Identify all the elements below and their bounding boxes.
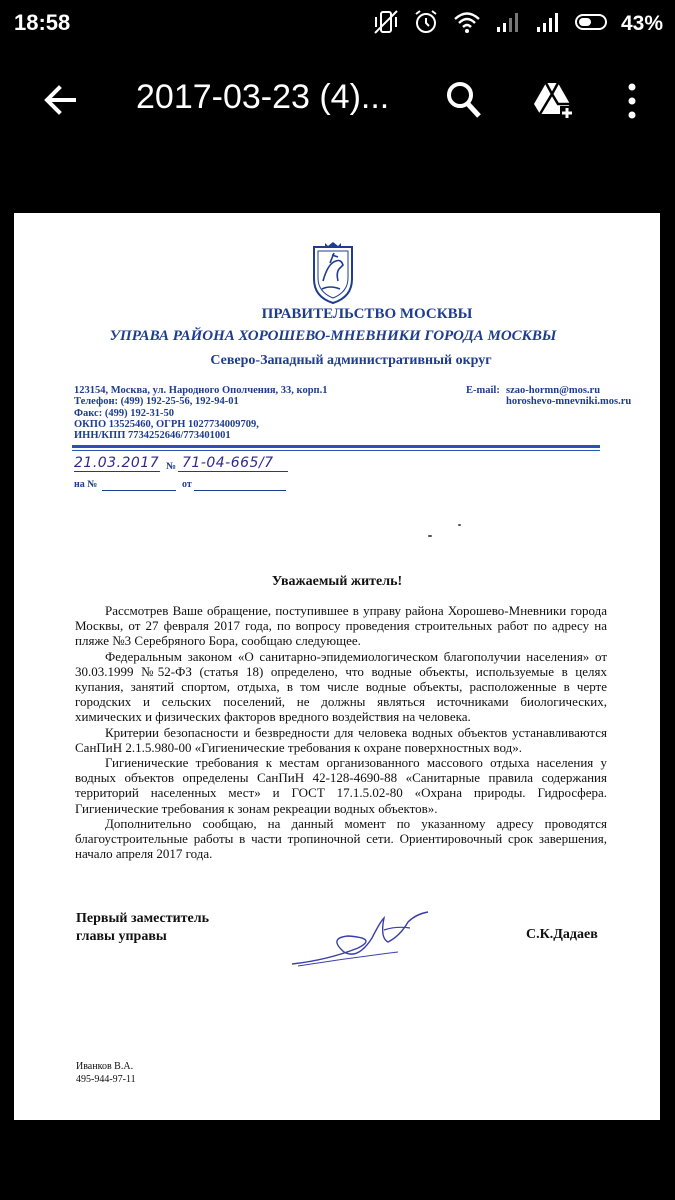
document-page [14,213,660,1120]
scan-speck [458,524,461,526]
letterhead-rule [72,445,600,448]
executor-name: Иванков В.А. [76,1061,134,1072]
battery-icon [575,13,607,36]
signatory-title [76,910,209,946]
reference-ot-label: от [182,479,192,490]
add-to-drive-icon[interactable] [532,80,574,120]
paragraph: Гигиенические требования к местам организованного массового отдыха населения у водных объектов определены СанПиН 42-128-4690-88 «Санитарные правила содержания территорий населенных мест» и ГОСТ 17.1.5.02-80 «Охрана природы. Гидросфера. Гигиенические требования к зонам рекреации водных объектов». [75,755,607,816]
paragraph: Критерии безопасности и безвредности для человека водных объектов устанавливаются СанПиН 2.1.5.980-00 «Гигиенические требования к охране поверхностных вод». [75,724,607,755]
registration-number: 71-04-665/7 [182,455,274,471]
handwritten-signature [288,908,438,972]
status-icons [373,8,663,40]
signatory-name: С.К.Дадаев [526,927,598,942]
moscow-coat-of-arms-icon [310,241,356,307]
signatory-title-line: главы управы [76,929,167,944]
app-toolbar [0,48,675,152]
more-vert-icon[interactable] [624,82,640,120]
org-government: ПРАВИТЕЛЬСТВО МОСКВЫ [261,306,473,322]
org-okrug: Северо-Западный административный округ [210,353,492,368]
scan-speck [428,535,432,537]
org-contacts [466,385,631,408]
registration-date: 21.03.2017 [74,455,160,471]
back-arrow-icon[interactable] [42,82,78,118]
status-bar [0,0,675,48]
salutation: Уважаемый житель! [271,574,403,589]
mute-vibrate-icon [373,9,399,40]
paragraph: Рассмотрев Ваше обращение, поступившее в управу района Хорошево-Мневники города Москвы, от 27 февраля 2017 года, по вопросу проведения строительных работ по адресу на пляже №3 Серебряного Бора, сообщаю следующее. [75,603,607,649]
phone-line: Телефон: (499) 192-25-56, 192-94-01 [74,396,239,408]
search-icon[interactable] [446,80,482,120]
registration-line [74,455,304,475]
org-address [74,385,328,441]
org-uprava: УПРАВА РАЙОНА ХОРОШЕВО-МНЕВНИКИ ГОРОДА МОСКВЫ [109,328,557,344]
fax-line: Факс: (499) 192-31-50 [74,407,174,419]
executor-info [76,1060,136,1086]
paragraph: Дополнительно сообщаю, на данный момент по указанному адресу проводятся благоустроительные работы в части тропиночной сети. Ориентировочный срок завершения, начало апреля 2017 года. [75,815,607,862]
letterhead-rule-thin [72,450,600,451]
status-time: 18:58 [14,10,71,35]
battery-percent: 43% [620,12,663,35]
reference-na-label: на № [74,479,98,490]
okpo-line: ОКПО 13525460, ОГРН 1027734009709, [74,418,259,430]
document-title: 2017-03-23 (4)... [136,78,390,116]
email-label: E-mail: [466,385,500,396]
wifi-icon [453,10,481,39]
signal-icon-2 [535,10,561,39]
letter-body [75,603,607,861]
signatory-title-line: Первый заместитель [76,911,209,926]
address-line: 123154, Москва, ул. Народного Ополчения, 33, корп.1 [74,385,328,396]
inn-line: ИНН/КПП 7734252646/773401001 [74,430,231,442]
alarm-icon [413,9,439,40]
executor-phone: 495-944-97-11 [76,1074,136,1085]
website-value: horoshevo-mnevniki.mos.ru [506,396,632,408]
email-value: szao-hormn@mos.ru [506,385,601,396]
reference-line [74,479,314,493]
registration-no-label: № [166,461,177,472]
signal-icon [495,10,521,39]
paragraph: Федеральным законом «О санитарно-эпидемиологическом благополучии населения» от 30.03.1999 №52-ФЗ (статья 18) определено, что водные объекты, используемые в целях купания, занятий спортом, отдыха, в том числе водные объекты, расположенные в черте городских и сельских поселений, не должны являться источниками биологических, химических и физических факторов вредного воздействия на человека. [75,648,607,725]
